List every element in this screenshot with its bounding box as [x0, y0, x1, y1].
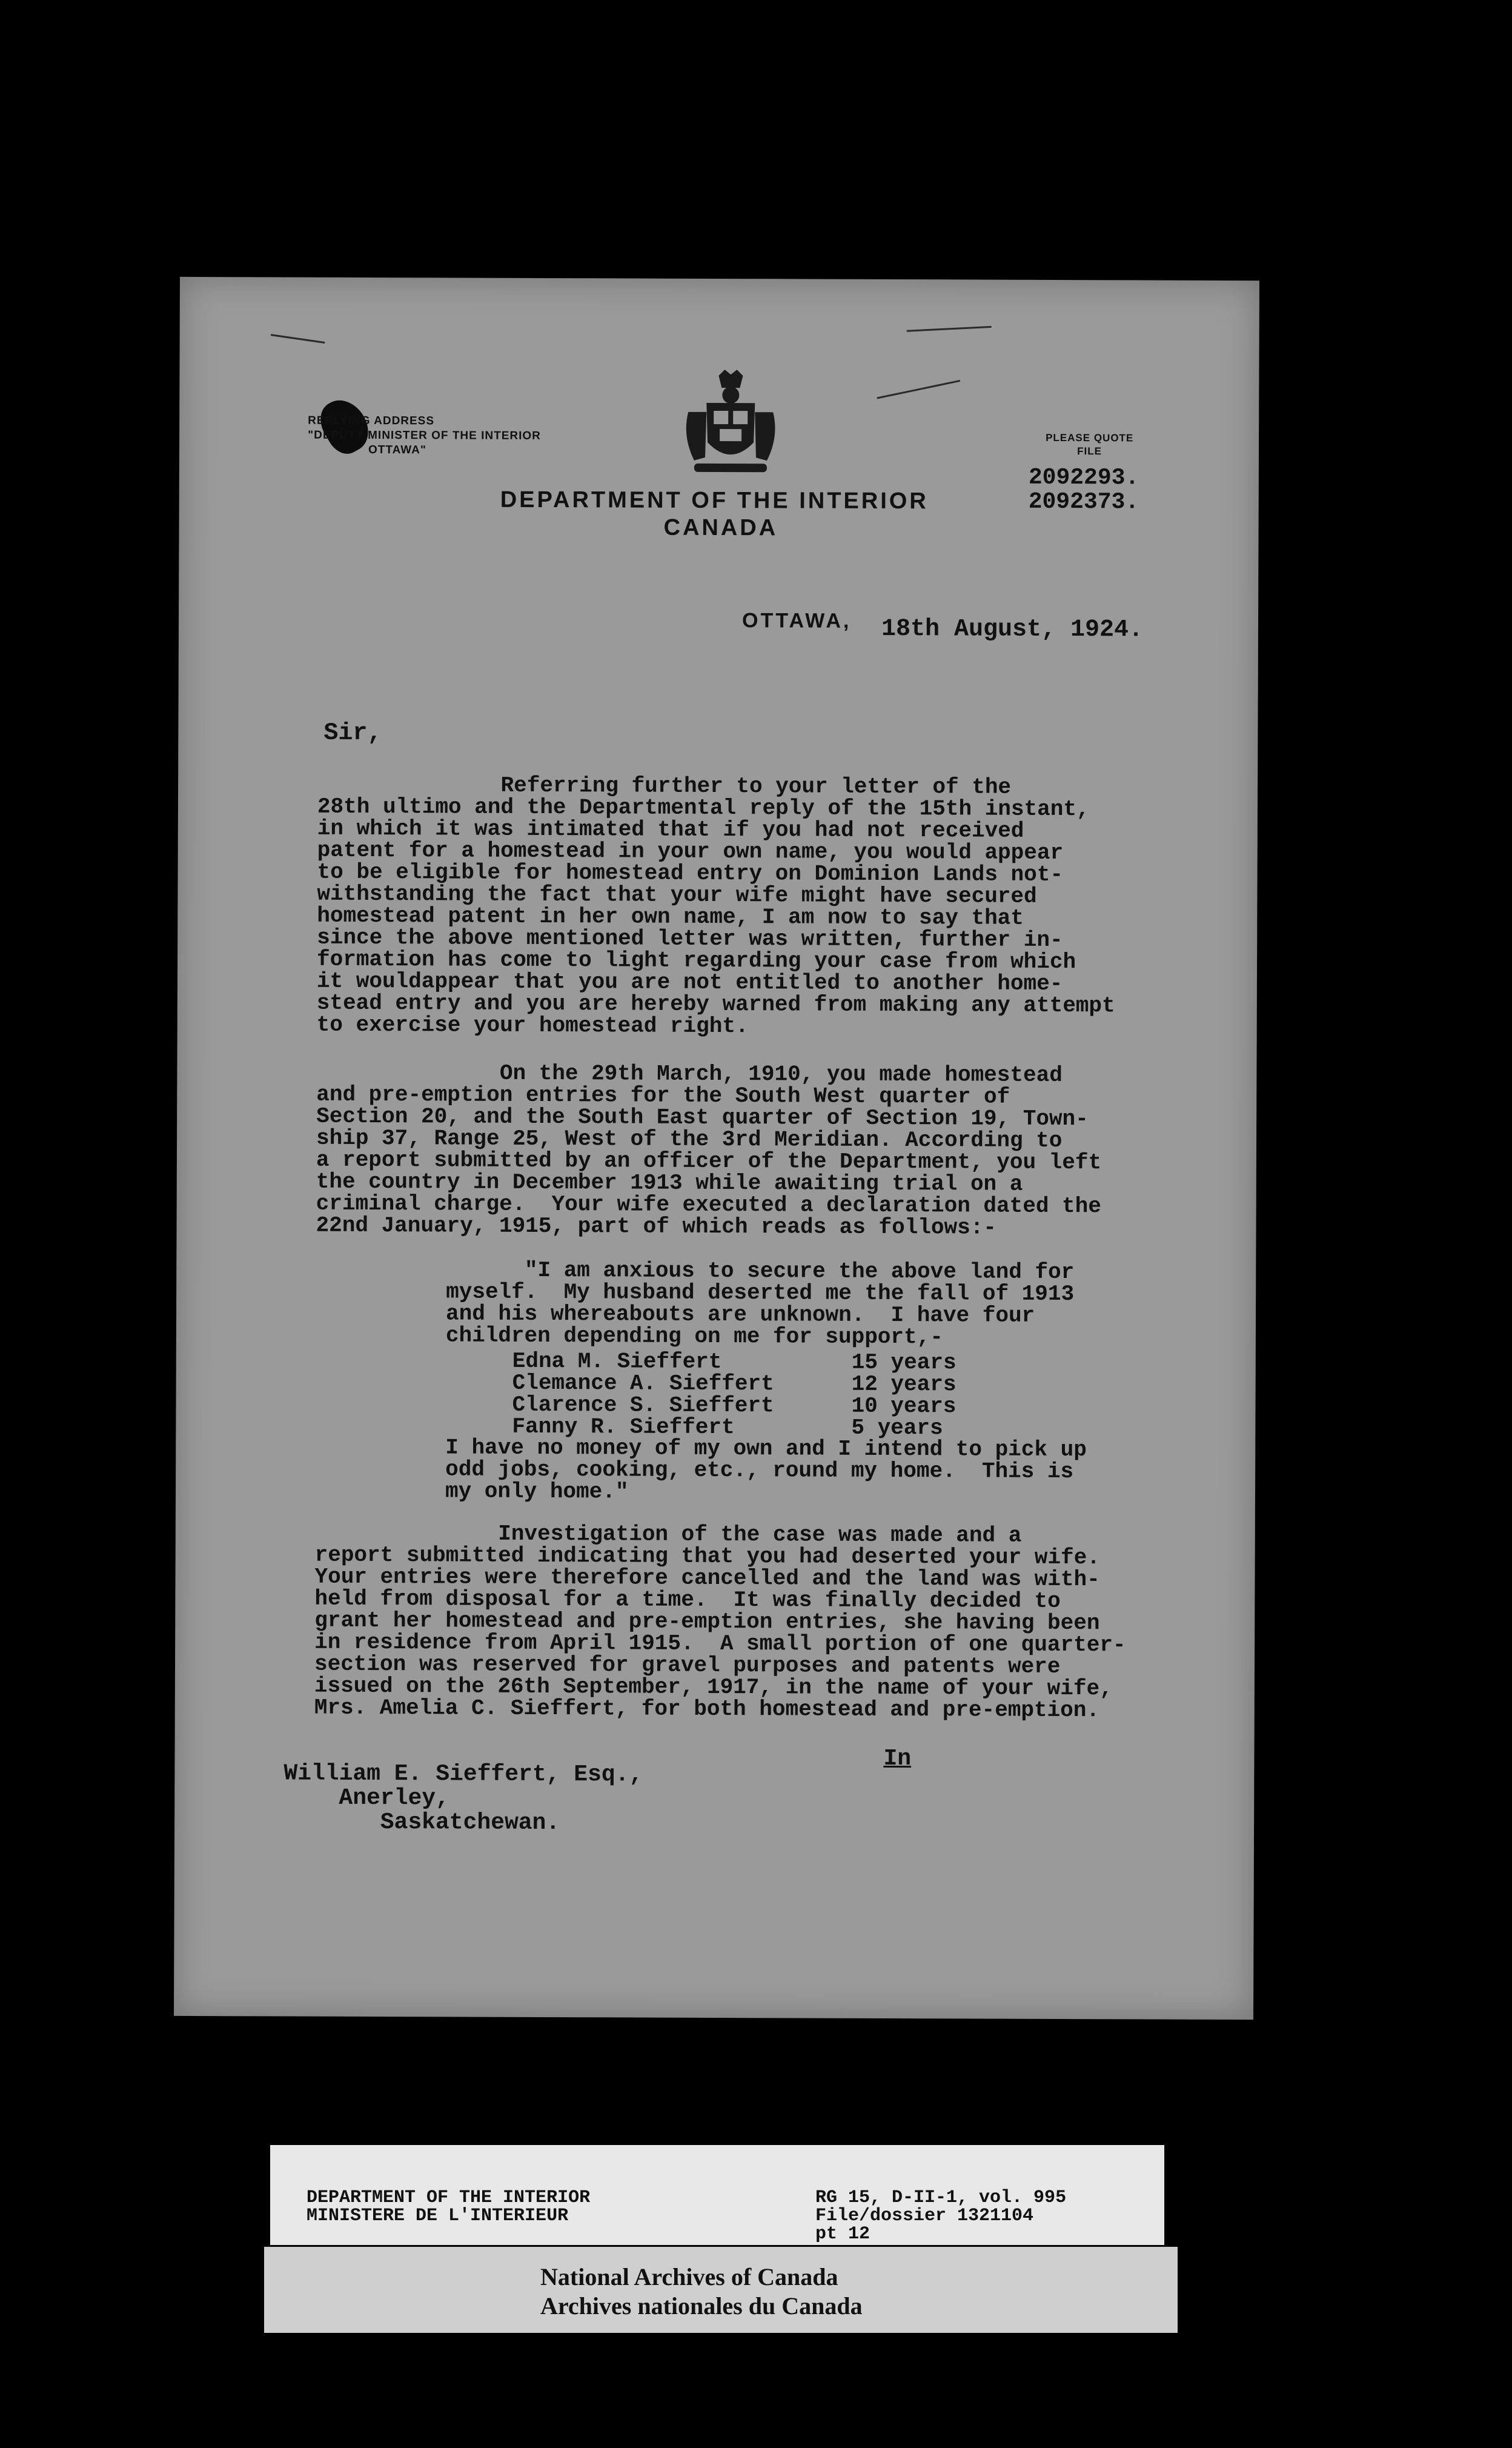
letter-page	[174, 277, 1259, 2020]
child-name: Clarence S. Sieffert	[512, 1392, 774, 1419]
replying-address-line: REPLYING ADDRESS	[308, 414, 435, 428]
body-paragraph: On the 29th March, 1910, you made homestead and pre-emption entries for the South West quarter of Section 20, and the South East quarter of Section 19, Town- ship 37, Range 25, West of the 3rd Meridian. According to a report submitted by an officer of the Department, you left the country in December 1913 while awaiting trial on a criminal charge. Your wife executed a declaration dated the 22nd January, 1915, part of which reads as follows:-	[316, 1060, 1102, 1240]
archives-name-label	[264, 2247, 1178, 2333]
file-number: 2092293.	[1028, 464, 1139, 491]
please-quote-line: FILE	[1077, 445, 1102, 457]
please-quote-file	[1046, 431, 1133, 459]
archive-reference-label	[270, 2145, 1164, 2245]
country-heading: CANADA	[663, 514, 778, 541]
child-age: 5 years	[851, 1415, 943, 1441]
body-paragraph: Referring further to your letter of the 28th ultimo and the Departmental reply of the 15th instant, in which it was intimated that if you had not received patent for a homestead in your own name, you would appear to be eligible for homestead entry on Dominion Lands not- withstanding the fact that your wife might have secured homestead patent in her own name, I am now to say that since the above mentioned letter was written, further in- formation has come to light regarding your case from which it wouldappear that you are not entitled to another home- stead entry and you are hereby warned from making any attempt to exercise your homestead right.	[316, 772, 1115, 1039]
continuation-word: In	[883, 1745, 912, 1772]
dateline-date: 18th August, 1924.	[881, 615, 1144, 644]
child-name: Edna M. Sieffert	[512, 1348, 722, 1375]
department-heading: DEPARTMENT OF THE INTERIOR	[500, 487, 929, 514]
replying-address-line: "DEPUTY MINISTER OF THE INTERIOR	[308, 428, 541, 442]
dateline-place: OTTAWA,	[741, 609, 852, 633]
archive-reference: RG 15, D-II-1, vol. 995 File/dossier 1321104 pt 12	[815, 2187, 1067, 2244]
child-age: 12 years	[851, 1371, 957, 1397]
salutation: Sir,	[323, 719, 382, 748]
archive-department: DEPARTMENT OF THE INTERIOR MINISTERE DE L'INTERIEUR	[307, 2187, 591, 2226]
child-age: 10 years	[851, 1393, 957, 1419]
replying-address-line: OTTAWA"	[368, 443, 426, 457]
child-name: Clemance A. Sieffert	[512, 1370, 774, 1397]
children-list	[512, 1348, 957, 1441]
pen-mark	[907, 326, 992, 332]
pen-mark	[271, 334, 325, 344]
child-age: 15 years	[851, 1349, 957, 1375]
quoted-declaration-end: I have no money of my own and I intend to pick up odd jobs, cooking, etc., round my home. This is my only home."	[445, 1435, 1087, 1505]
file-number: 2092373.	[1028, 488, 1139, 516]
please-quote-line: PLEASE QUOTE	[1046, 431, 1134, 444]
pen-mark	[877, 380, 961, 399]
addressee: William E. Sieffert, Esq., Anerley, Saskatchewan.	[284, 1760, 643, 1837]
replying-address	[308, 414, 541, 458]
archives-name	[540, 2263, 863, 2321]
child-name: Fanny R. Sieffert	[512, 1414, 735, 1440]
archives-name-english: National Archives of Canada	[540, 2263, 838, 2290]
archives-name-french: Archives nationales du Canada	[540, 2292, 863, 2320]
quoted-declaration: "I am anxious to secure the above land for myself. My husband deserted me the fall of 1913 and his whereabouts are unknown. I have four children depending on me for support,-	[445, 1257, 1075, 1350]
coat-of-arms-icon	[682, 370, 780, 479]
body-paragraph: Investigation of the case was made and a report submitted indicating that you had deserted your wife. Your entries were therefore cancelled and the land was with- held from disposal for a time. It was finally decided to grant her homestead and pre-emption entries, she having been in residence from April 1915. A small portion of one quarter- section was reserved for gravel purposes and patents were issued on the 26th September, 1917, in the name of your wife, Mrs. Amelia C. Sieffert, for both homestead and pre-emption.	[314, 1520, 1126, 1723]
